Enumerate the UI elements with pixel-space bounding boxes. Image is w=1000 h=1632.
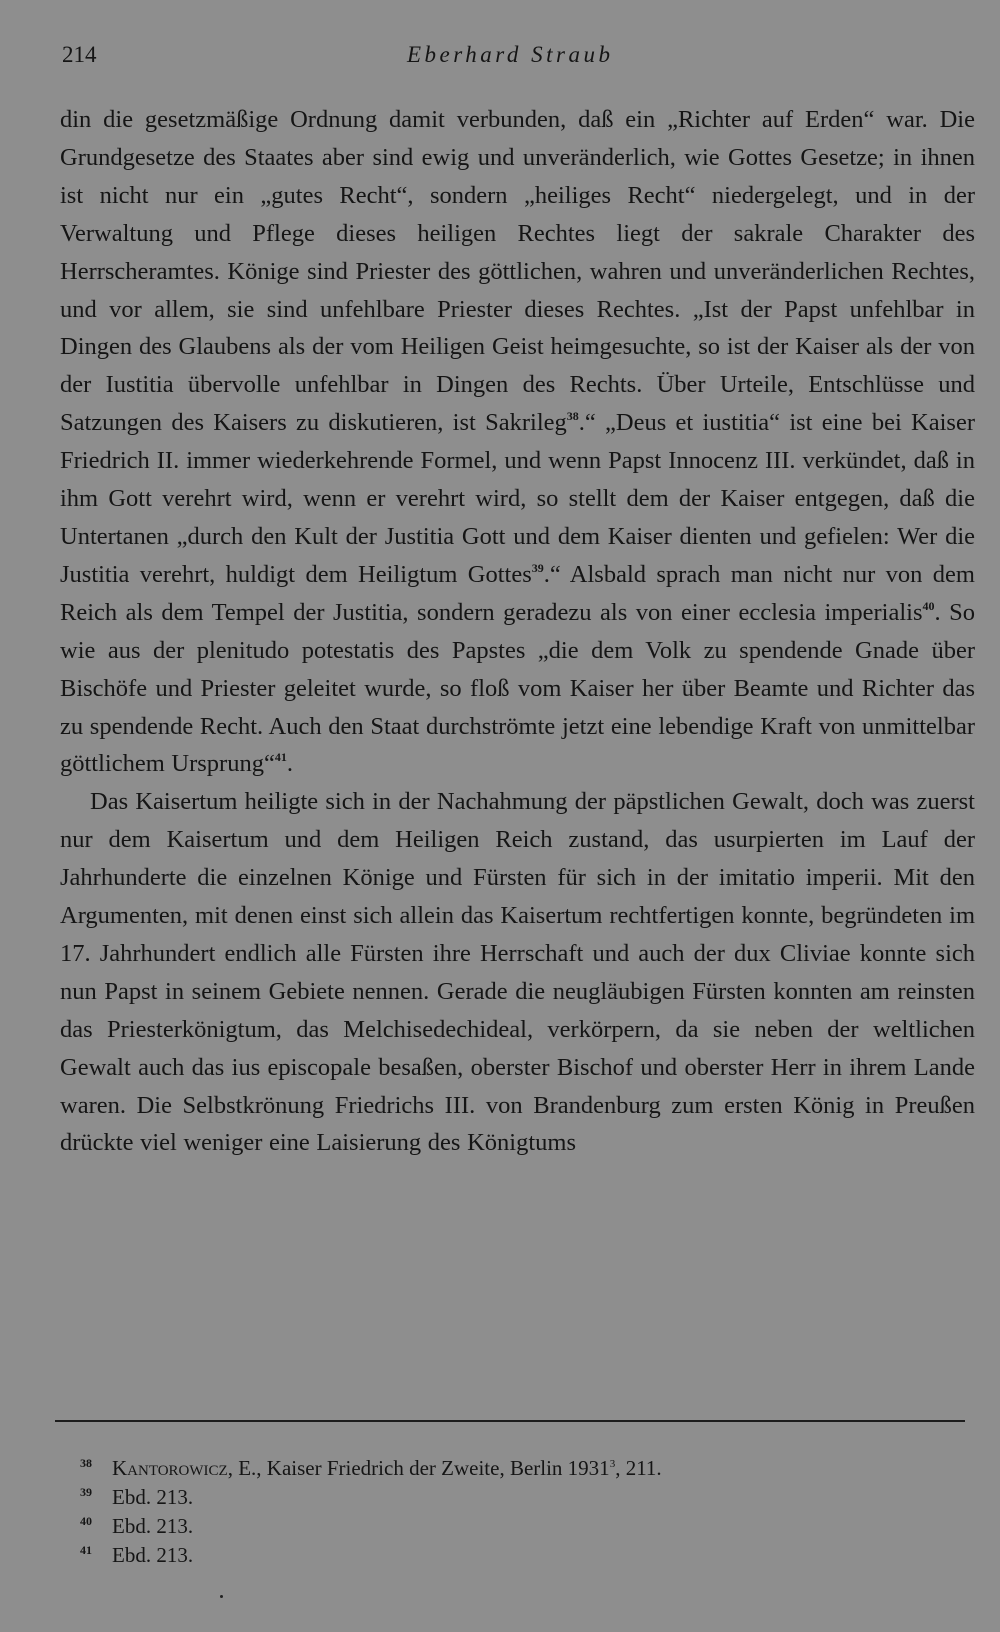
footnote-text: Ebd. 213. <box>112 1543 194 1567</box>
footnote-page: , 211. <box>615 1456 662 1480</box>
running-head <box>62 42 974 78</box>
footnote-author: Kantorowicz <box>112 1456 228 1480</box>
footnote-39: 39 Ebd. 213. <box>80 1485 194 1509</box>
paragraph-2: Das Kaisertum heiligte sich in der Nachahmung der päpstlichen Gewalt, doch was zuerst nur dem Kaisertum und dem Heiligen Reich zustand, das usurpierten im Lauf der Jahrhunderte die einzelnen Könige und Fürsten für sich in der imitatio imperii. Mit den Argumenten, mit denen einst sich allein das Kaisertum rechtfertigen konnte, begründeten im 17. Jahrhundert endlich alle Fürsten ihre Herrschaft und auch der dux Cliviae konnte sich nun Papst in seinem Gebiete nennen. Gerade die neugläubigen Fürsten konnten am reinsten das Priesterkönigtum, das Melchisedechideal, verkörpern, da sie neben der weltlichen Gewalt auch das ius episcopale besaßen, oberster Bischof und oberster Herr in ihrem Lande waren. Die Selbstkrönung Friedrichs III. von Brandenburg zum ersten König in Preußen drückte viel weniger eine Laisierung des Königtums <box>60 788 975 1157</box>
footnote-ref-39: 39 <box>531 560 544 575</box>
footnote-edition: 3 <box>609 1458 616 1470</box>
paragraph-1 <box>60 101 975 783</box>
footnote-text: Ebd. 213. <box>112 1485 194 1509</box>
footnote-38: 38 Kantorowicz, E., Kaiser Friedrich der Zweite, Berlin 1931$^3$, 211. <box>80 1456 662 1480</box>
footnote-text: Ebd. 213. <box>112 1514 194 1538</box>
footnote-text: , E., Kaiser Friedrich der Zweite, Berlin 1931 <box>227 1456 610 1480</box>
footnotes <box>80 1450 960 1570</box>
footnote-separator <box>55 1420 965 1422</box>
running-head-author: Eberhard Straub <box>407 42 614 67</box>
footnote-40: 40 Ebd. 213. <box>80 1514 194 1538</box>
body-text <box>60 101 975 1162</box>
text-segment: .“ Alsbald sprach man nicht nur von dem Reich als dem Tempel der Justitia, sondern geradezu als von einer ecclesia imperialis <box>60 560 975 626</box>
footnote-ref-38: 38 <box>566 409 579 424</box>
text-segment: . So wie aus der plenitudo potestatis des Papstes „die dem Volk zu spendende Gnade über Bischöfe und Priester geleitet wurde, so floß vom Kaiser her über Beamte und Richter das zu spendende Recht. Auch den Staat durchströmte jetzt eine lebendige Kraft von unmittelbar göttlichem Ursprung“ <box>60 598 975 778</box>
footnote-41: 41 Ebd. 213. <box>80 1543 194 1567</box>
footnote-ref-41: 41 <box>274 750 287 765</box>
text-segment: . <box>286 750 293 778</box>
print-speck <box>220 1595 223 1598</box>
text-segment: din die gesetzmäßige Ordnung damit verbunden, daß ein „Richter auf Erden“ war. Die Grundgesetze des Staates aber sind ewig und unveränderlich, wie Gottes Gesetze; in ihnen ist nicht nur ein „gutes Recht“, sondern „heiliges Recht“ niedergelegt, und in der Verwaltung und Pflege dieses heiligen Rechtes liegt der sakrale Charakter des Herrscheramtes. Könige sind Priester des göttlichen, wahren und unveränderlichen Rechtes, und vor allem, sie sind unfehlbare Priester dieses Rechtes. „Ist der Papst unfehlbar in Dingen des Glaubens als der vom Heiligen Geist heimgesuchte, so ist der Kaiser als der von der Iustitia übervolle unfehlbar in Dingen des Rechts. Über Urteile, Entschlüsse und Satzungen des Kaisers zu diskutieren, ist Sakrileg <box>60 106 975 437</box>
footnote-ref-40: 40 <box>922 598 935 613</box>
text-segment: .“ „Deus et iustitia“ ist eine bei Kaiser Friedrich II. immer wiederkehrende Formel, und wenn Papst Innocenz III. verkündet, daß in ihm Gott verehrt wird, wenn er verehrt wird, so stellt dem der Kaiser entgegen, daß die Untertanen „durch den Kult der Justitia Gott und dem Kaiser dienten und gefielen: Wer die Justitia verehrt, huldigt dem Heiligtum Gottes <box>60 409 975 588</box>
page-number: 214 <box>62 42 97 67</box>
